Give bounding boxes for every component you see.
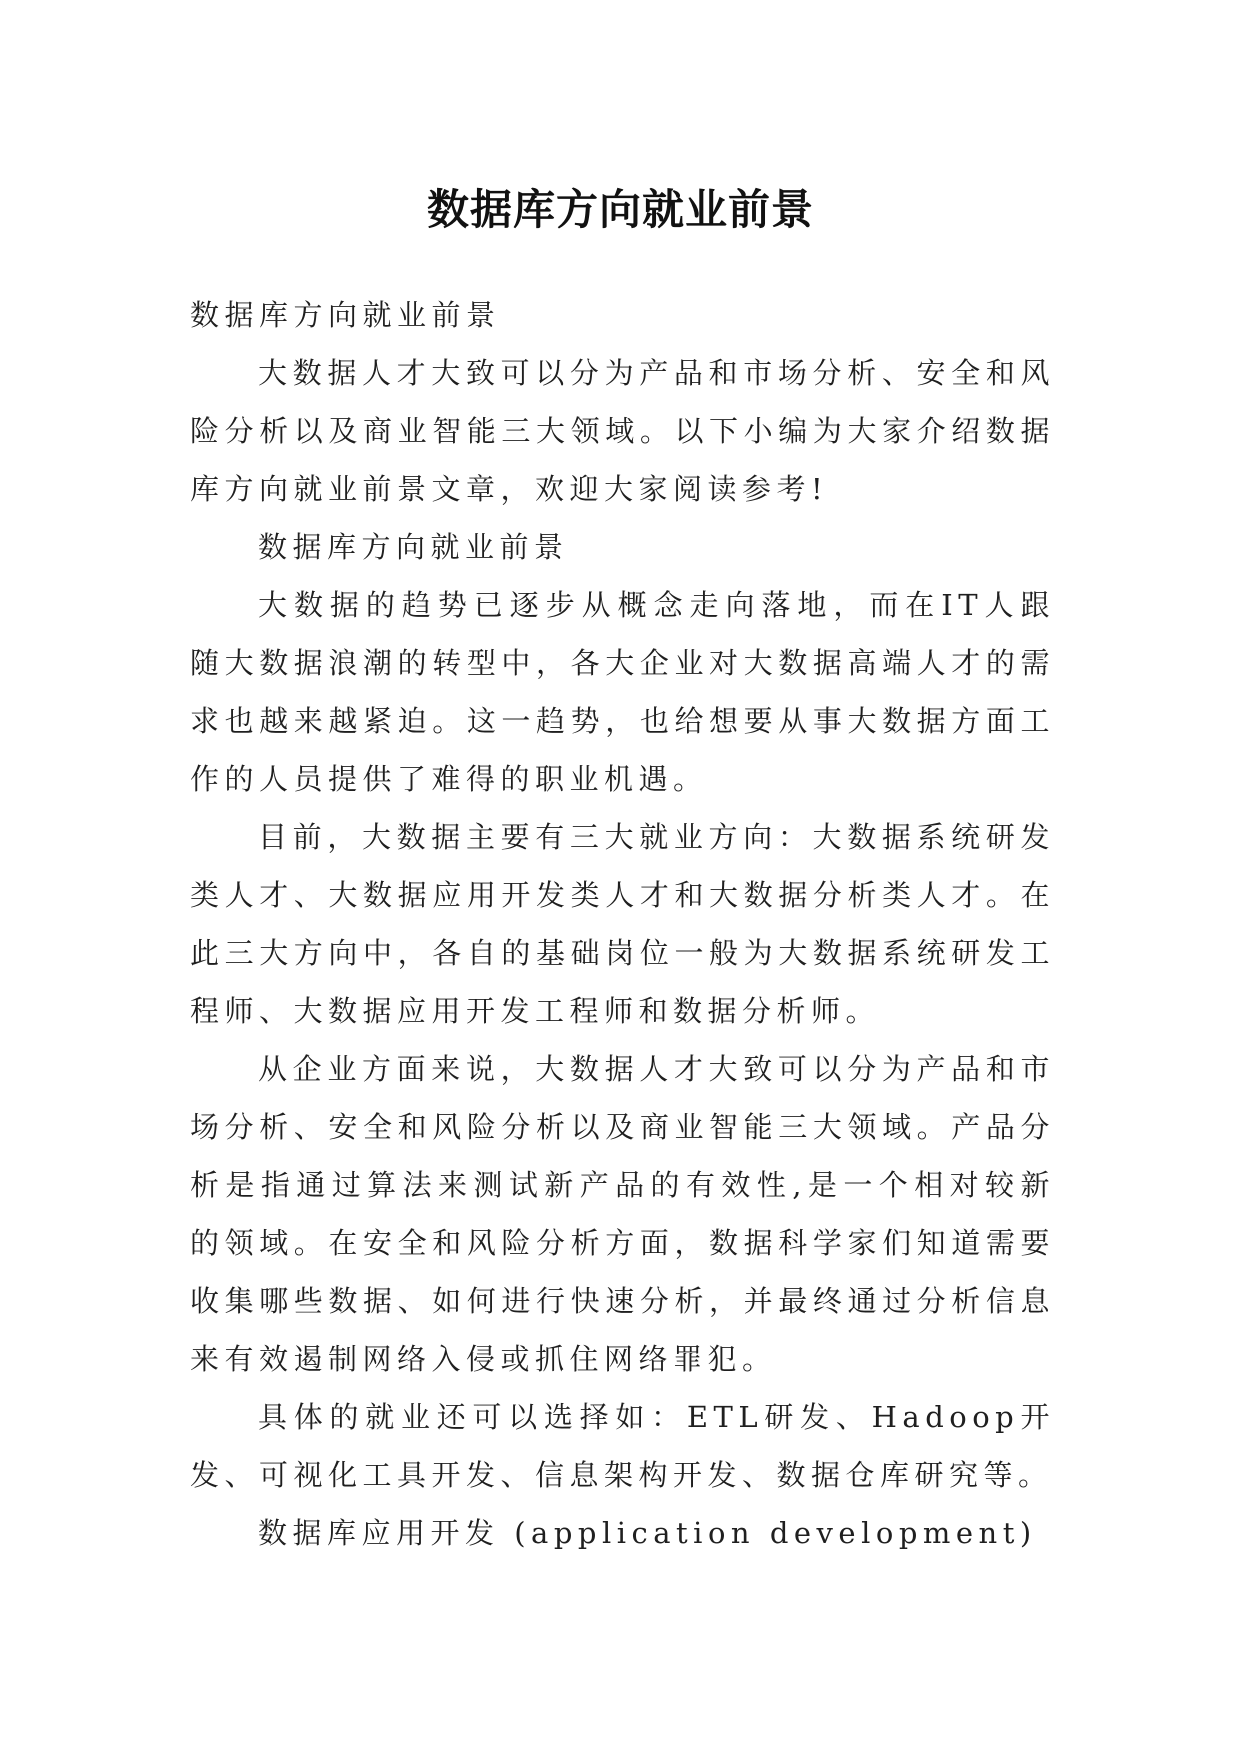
paragraph: 从企业方面来说，大数据人才大致可以分为产品和市场分析、安全和风险分析以及商业智能三大领域。产品分析是指通过算法来测试新产品的有效性,是一个相对较新的领域。在安全和风险分析方面，数据科学家们知道需要收集哪些数据、如何进行快速分析，并最终通过分析信息来有效遏制网络入侵或抓住网络罪犯。: [190, 1052, 1055, 1376]
document-title: 数据库方向就业前景: [426, 185, 814, 235]
paragraph: 大数据人才大致可以分为产品和市场分析、安全和风险分析以及商业智能三大领域。以下小编为大家介绍数据库方向就业前景文章，欢迎大家阅读参考!: [190, 356, 1055, 506]
document-body: [190, 286, 1055, 1562]
paragraph: 大数据的趋势已逐步从概念走向落地，而在IT人跟随大数据浪潮的转型中，各大企业对大数据高端人才的需求也越来越紧迫。这一趋势，也给想要从事大数据方面工作的人员提供了难得的职业机遇。: [190, 588, 1055, 796]
paragraph: 数据库方向就业前景: [190, 298, 501, 332]
paragraph: 数据库方向就业前景: [258, 530, 569, 564]
paragraph: 目前，大数据主要有三大就业方向：大数据系统研发类人才、大数据应用开发类人才和大数据分析类人才。在此三大方向中，各自的基础岗位一般为大数据系统研发工程师、大数据应用开发工程师和数据分析师。: [190, 820, 1055, 1028]
paragraph: 具体的就业还可以选择如：ETL研发、Hadoop开发、可视化工具开发、信息架构开发、数据仓库研究等。: [190, 1400, 1055, 1492]
paragraph: 数据库应用开发 (application development): [258, 1516, 1037, 1550]
